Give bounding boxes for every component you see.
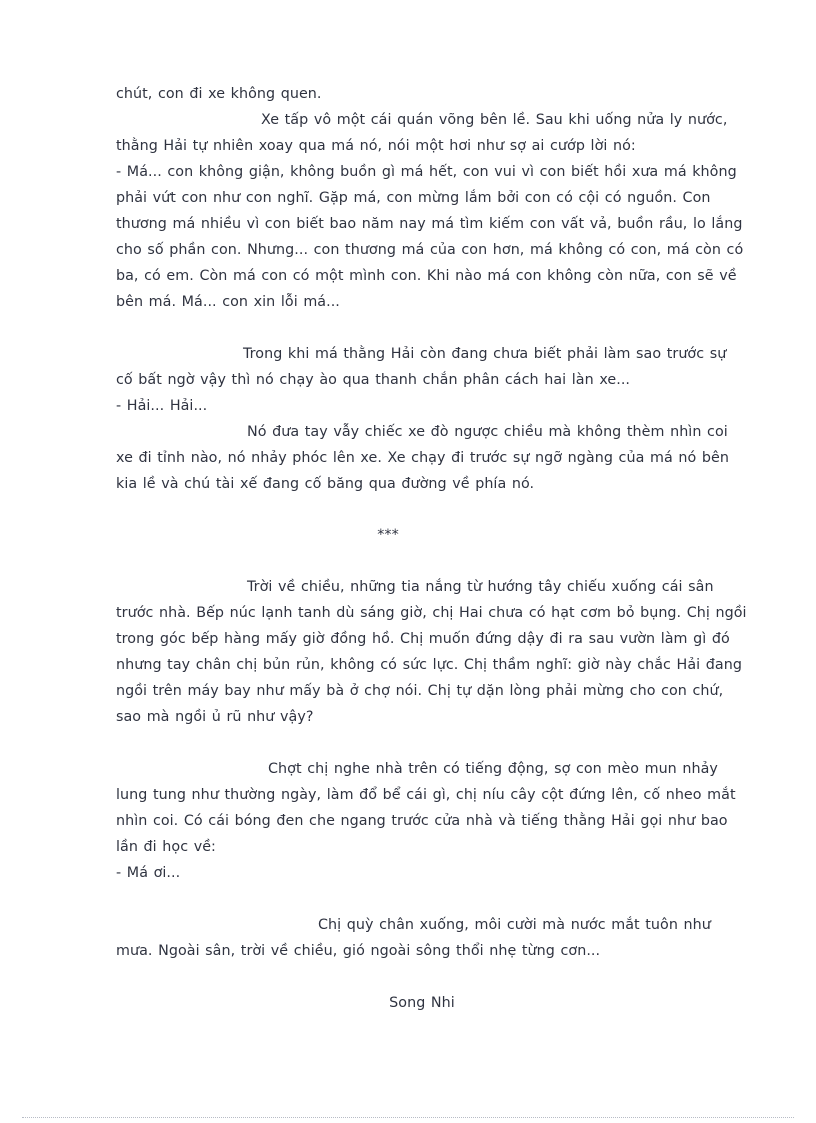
text-line: ngồi trên máy bay như mấy bà ở chợ nói. Chị tự dặn lòng phải mừng cho con chứ, xyxy=(116,683,724,699)
text-line: Nó đưa tay vẫy chiếc xe đò ngược chiều mà không thèm nhìn coi xyxy=(247,424,728,440)
text-line: lung tung như thường ngày, làm đổ bể cái gì, chị níu cây cột đứng lên, cố nheo mắt xyxy=(116,787,736,803)
text-line: Chợt chị nghe nhà trên có tiếng động, sợ con mèo mun nhảy xyxy=(268,761,718,777)
text-line: cố bất ngờ vậy thì nó chạy ào qua thanh chắn phân cách hai làn xe... xyxy=(116,372,631,388)
text-line: ba, có em. Còn má con có một mình con. Khi nào má con không còn nữa, con sẽ về xyxy=(116,268,737,284)
author-signature: Song Nhi xyxy=(389,995,455,1011)
text-line: Chị quỳ chân xuống, môi cười mà nước mắt tuôn như xyxy=(318,917,711,933)
text-line: chút, con đi xe không quen. xyxy=(116,86,322,102)
text-line: bên má. Má... con xin lỗi má... xyxy=(116,294,340,310)
text-line: phải vứt con như con nghĩ. Gặp má, con mừng lắm bởi con có cội có nguồn. Con xyxy=(116,190,711,206)
text-line: mưa. Ngoài sân, trời về chiều, gió ngoài sông thổi nhẹ từng cơn... xyxy=(116,943,601,959)
text-line: xe đi tỉnh nào, nó nhảy phóc lên xe. Xe chạy đi trước sự ngỡ ngàng của má nó bên xyxy=(116,450,729,466)
page-bottom-divider xyxy=(22,1117,794,1118)
section-separator: *** xyxy=(377,527,399,543)
text-line: kia lề và chú tài xế đang cố băng qua đường về phía nó. xyxy=(116,476,535,492)
text-line: nhưng tay chân chị bủn rủn, không có sức lực. Chị thầm nghĩ: giờ này chắc Hải đang xyxy=(116,657,742,673)
text-line: - Hải... Hải... xyxy=(116,398,208,414)
text-line: Trời về chiều, những tia nắng từ hướng tây chiếu xuống cái sân xyxy=(247,579,714,595)
text-line: thương má nhiều vì con biết bao năm nay má tìm kiếm con vất vả, buồn rầu, lo lắng xyxy=(116,216,743,232)
text-line: nhìn coi. Có cái bóng đen che ngang trước cửa nhà và tiếng thằng Hải gọi như bao xyxy=(116,813,728,829)
text-line: trong góc bếp hàng mấy giờ đồng hồ. Chị muốn đứng dậy đi ra sau vườn làm gì đó xyxy=(116,631,730,647)
text-line: cho số phần con. Nhưng... con thương má của con hơn, má không có con, má còn có xyxy=(116,242,744,258)
text-line: - Má... con không giận, không buồn gì má hết, con vui vì con biết hồi xưa má không xyxy=(116,164,737,180)
text-line: sao mà ngồi ủ rũ như vậy? xyxy=(116,709,314,725)
text-line: - Má ơi... xyxy=(116,865,181,881)
text-line: thằng Hải tự nhiên xoay qua má nó, nói một hơi như sợ ai cướp lời nó: xyxy=(116,138,636,154)
text-line: Trong khi má thằng Hải còn đang chưa biết phải làm sao trước sự xyxy=(243,346,727,362)
text-line: lần đi học về: xyxy=(116,839,216,855)
text-line: Xe tấp vô một cái quán võng bên lề. Sau khi uống nửa ly nước, xyxy=(261,112,728,128)
text-line: trước nhà. Bếp núc lạnh tanh dù sáng giờ, chị Hai chưa có hạt cơm bỏ bụng. Chị ngồi xyxy=(116,605,747,621)
